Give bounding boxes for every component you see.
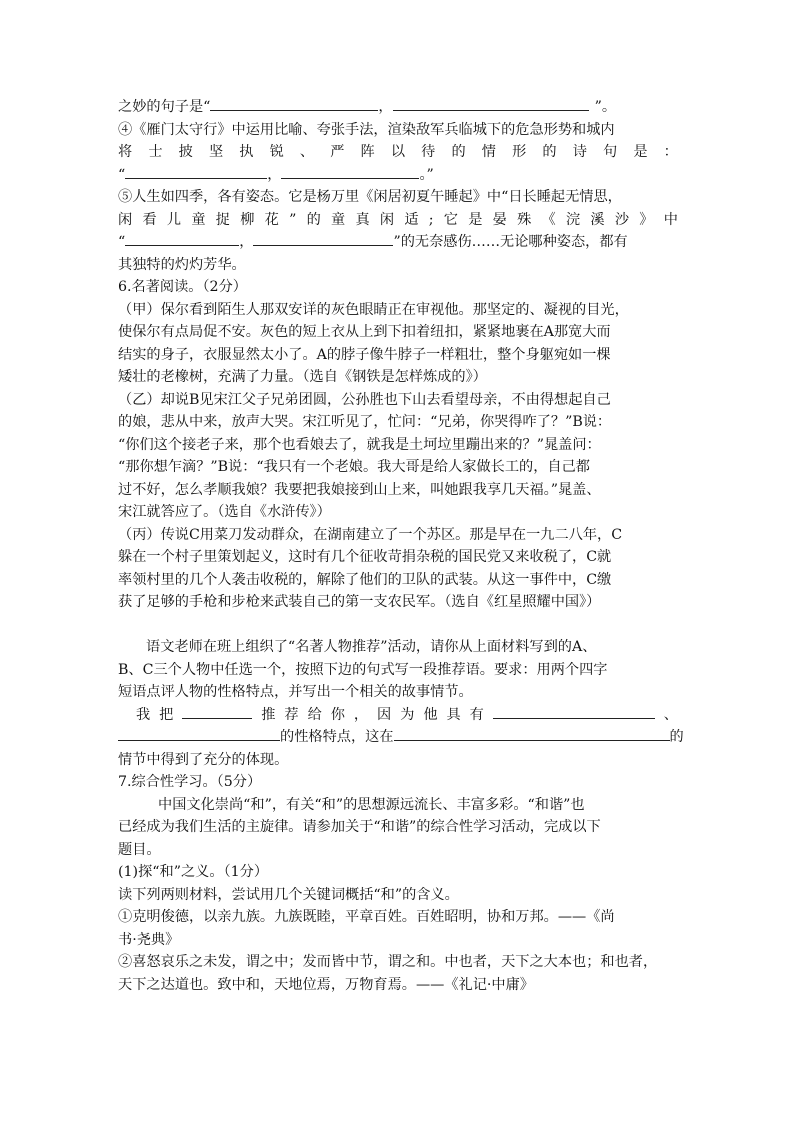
answer-blank[interactable] xyxy=(182,704,252,719)
char: 、 xyxy=(663,706,678,723)
q6-task-line: B、C三个人物中任选一个，按照下边的句式写一段推荐语。要求：用两个四字 xyxy=(118,661,608,678)
q6-fill-line2 xyxy=(118,726,684,749)
s5-line6 xyxy=(118,209,678,232)
char: 披 xyxy=(178,144,193,160)
char: 它 xyxy=(443,211,458,228)
char: 闲 xyxy=(118,211,133,228)
q7-title: 7.综合性学习。（5分） xyxy=(118,774,262,790)
document-page xyxy=(118,96,684,996)
text: ， xyxy=(267,166,282,183)
char: 捉 xyxy=(215,211,230,228)
q6-task-line: 语文老师在班上组织了“名著人物推荐”活动，请你从上面材料写到的A、 xyxy=(146,639,597,655)
char: 给 xyxy=(307,706,322,723)
s5-line3 xyxy=(118,141,678,164)
char: 花 xyxy=(264,211,279,228)
text: ”的无奈感伤……无论哪种姿态，都有 xyxy=(393,234,628,250)
char: 荐 xyxy=(284,706,299,723)
answer-blank[interactable] xyxy=(493,704,655,719)
answer-blank[interactable] xyxy=(125,164,267,179)
char: 溪 xyxy=(590,211,605,228)
char: 》 xyxy=(639,211,654,228)
char: 句 xyxy=(603,144,618,160)
text: 。” xyxy=(419,166,434,183)
char: 的 xyxy=(451,144,466,160)
q7-intro-line: 已经成为我们生活的主旋律。请参加关于“和谐”的综合性学习活动，完成以下 xyxy=(118,819,601,835)
s5-line7 xyxy=(118,231,678,254)
q6-jia-line: 矮壮的老橡树，充满了力量。（选自《钢铁是怎样炼成的》） xyxy=(118,369,487,385)
q7-sub1-desc: 读下列两则材料，尝试用几个关键词概括“和”的含义。 xyxy=(118,886,459,903)
char: 浣 xyxy=(565,211,581,228)
char: 沙 xyxy=(614,211,630,228)
char: 中 xyxy=(663,211,678,228)
q6-yi-line: “你们这个接老子来，那个也看娘去了，就我是土坷垃里蹦出来的？”晁盖问： xyxy=(118,436,601,453)
char: 情 xyxy=(481,144,496,160)
char: 我 xyxy=(136,706,151,723)
q7-material1-line: ①克明俊德，以亲九族。九族既睦，平章百姓。百姓昭明，协和万邦。——《尚 xyxy=(118,909,615,925)
char: 以 xyxy=(390,144,406,160)
s5-line2: ④《雁门太守行》中运用比喻、夸张手法，渲染敌军兵临城下的危急形势和城内 xyxy=(118,121,615,138)
q6-bing-line: （丙）传说C用菜刀发动群众，在湖南建立了一个苏区。那是早在一九二八年，C xyxy=(118,526,623,543)
char: 严 xyxy=(330,144,345,160)
q6-yi-line: “那你想乍滴？”B说：“我只有一个老娘。我大哥是给人家做长工的，自己都 xyxy=(118,459,590,475)
spacer xyxy=(118,614,678,637)
char: 看 xyxy=(142,211,157,228)
char: 形 xyxy=(512,144,527,160)
q6-title: 6.名著阅读。（2分） xyxy=(118,279,247,295)
answer-blank[interactable] xyxy=(210,96,378,111)
q6-fill-line1 xyxy=(118,704,678,727)
char: 士 xyxy=(148,144,163,160)
char: ; xyxy=(428,211,434,228)
char: 具 xyxy=(446,706,461,723)
char: 坚 xyxy=(208,144,224,160)
char: 把 xyxy=(159,706,174,723)
char: 闲 xyxy=(379,211,395,228)
char: 为 xyxy=(400,706,415,723)
q6-bing-line: 获了足够的手枪和步枪来武装自己的第一支农民军。（选自《红星照耀中国》） xyxy=(118,594,601,610)
q6-bing-line: 率领村里的几个人袭击收税的，解除了他们的卫队的武装。从这一事件中，C缴 xyxy=(118,571,612,588)
char: 适 xyxy=(404,211,419,228)
char: 有 xyxy=(469,706,484,723)
char: 将 xyxy=(118,144,133,160)
text: ”。 xyxy=(594,99,617,115)
s5-line8: 其独特的灼灼芳华。 xyxy=(118,256,246,273)
text: 的 xyxy=(669,729,684,745)
char: 真 xyxy=(355,211,370,228)
s5-line1 xyxy=(118,96,678,119)
q6-jia-line: 结实的身子，衣服显然太小了。A的脖子像牛脖子一样粗壮，整个身躯宛如一棵 xyxy=(118,346,611,363)
char: 童 xyxy=(331,211,346,228)
text: ， xyxy=(378,99,393,115)
answer-blank[interactable] xyxy=(281,164,419,179)
q7-material1-line: 书·尧典》 xyxy=(118,931,180,948)
char: ， xyxy=(353,706,369,723)
q6-bing-line: 躲在一个村子里策划起义，这时有几个征收苛捐杂税的国民党又来收税了，C就 xyxy=(118,549,612,565)
answer-blank[interactable] xyxy=(393,96,589,111)
q6-jia-line: 使保尔有点局促不安。灰色的短上衣从上到下扣着纽扣，紧紧地裹在A那宽大而 xyxy=(118,324,611,340)
char: ： xyxy=(663,144,678,160)
q7-intro-line: 中国文化崇尚“和”，有关“和”的思想源远流长、丰富多彩。“和谐”也 xyxy=(158,796,585,813)
q6-yi-line: （乙）却说B见宋江父子兄弟团圆，公孙胜也下山去看望母亲，不由得想起自己 xyxy=(118,391,611,408)
q7-intro-line: 题目。 xyxy=(118,841,161,858)
text: “ xyxy=(118,166,126,183)
char: 、 xyxy=(299,144,315,160)
answer-blank[interactable] xyxy=(253,231,393,246)
s5-line4 xyxy=(118,164,678,187)
char: 是 xyxy=(468,211,483,228)
char: 他 xyxy=(423,706,438,723)
q6-yi-line: 宋江就答应了。（选自《水浒传》） xyxy=(118,504,331,520)
char: 的 xyxy=(542,144,557,160)
answer-blank[interactable] xyxy=(125,231,239,246)
char: 推 xyxy=(261,706,276,723)
char: 柳 xyxy=(240,211,255,228)
q7-material2-line: ②喜怒哀乐之未发，谓之中；发而皆中节，谓之和。中也者，天下之大本也；和也者， xyxy=(118,954,658,970)
char: 待 xyxy=(421,144,436,160)
char: 殊 xyxy=(517,211,532,228)
answer-blank[interactable] xyxy=(394,726,670,741)
text: ， xyxy=(239,234,254,250)
char: 你 xyxy=(330,706,345,723)
char: ” xyxy=(289,211,297,228)
char: 的 xyxy=(306,211,321,228)
char: 锐 xyxy=(269,144,284,160)
q6-yi-line: 过不好，怎么孝顺我娘？我要把我娘接到山上来，叫她跟我享几天福。”晁盖、 xyxy=(118,481,601,498)
q7-material2-line: 天下之达道也。致中和，天地位焉，万物育焉。——《礼记·中庸》 xyxy=(118,976,534,993)
q6-fill-line3: 情节中得到了充分的体现。 xyxy=(118,751,289,768)
char: 晏 xyxy=(492,211,507,228)
q6-task-line: 短语点评人物的性格特点，并写出一个相关的故事情节。 xyxy=(118,684,473,700)
char: 阵 xyxy=(360,144,375,160)
q7-sub1-title: (1)探“和”之义。（1分） xyxy=(118,864,269,880)
char: 儿 xyxy=(166,211,182,228)
text: 之妙的句子是“ xyxy=(118,99,211,115)
answer-blank[interactable] xyxy=(118,726,280,741)
text: “ xyxy=(118,234,126,250)
char: 《 xyxy=(541,211,556,228)
char: 是 xyxy=(633,144,648,160)
text: 的性格特点，这在 xyxy=(280,729,394,745)
char: 诗 xyxy=(572,144,587,160)
q6-jia-line: （甲）保尔看到陌生人那双安详的灰色眼睛正在审视他。那坚定的、凝视的目光， xyxy=(118,301,629,318)
char: 童 xyxy=(191,211,206,228)
char: 执 xyxy=(239,144,254,160)
s5-line5: ⑤人生如四季，各有姿态。它是杨万里《闲居初夏午睡起》中“日长睡起无情思， xyxy=(118,189,622,205)
q6-yi-line: 的娘，悲从中来，放声大哭。宋江听见了，忙问：“兄弟，你哭得咋了？”B说： xyxy=(118,414,612,430)
char: 因 xyxy=(377,706,392,723)
